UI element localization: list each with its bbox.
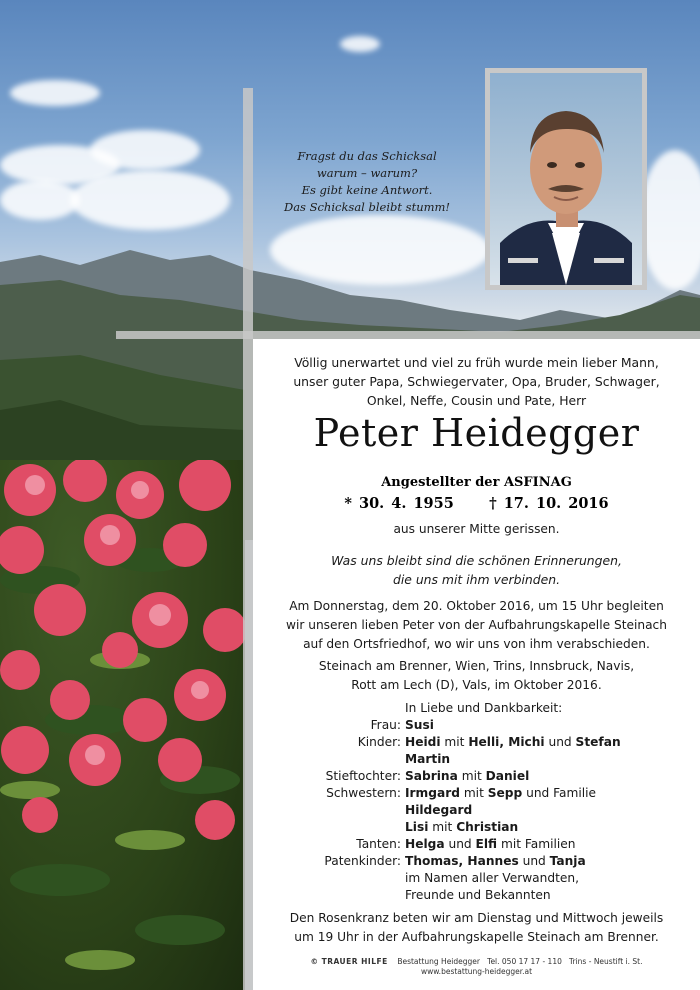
mourner-names: [405, 785, 700, 802]
mourners-heading: In Liebe und Dankbarkeit:: [405, 701, 563, 715]
taken-text: aus unserer Mitte gerissen.: [393, 522, 560, 536]
cross-horizontal-beam: [116, 331, 700, 339]
funeral-line: wir unseren lieben Peter von der Aufbahrungskapelle Steinach: [286, 618, 667, 632]
mourner-names: [405, 802, 700, 819]
portrait-illustration: [490, 73, 642, 285]
birth-date: * 30. 4. 1955: [344, 495, 454, 512]
funeral-line: Am Donnerstag, dem 20. Oktober 2016, um 15 Uhr begleiten: [289, 599, 664, 613]
cloud: [90, 130, 200, 170]
trauerhilfe-logo: © TRAUER HILFE: [310, 957, 388, 966]
poem-line: Es gibt keine Antwort.: [301, 183, 433, 197]
mourner-names: [405, 717, 700, 734]
intro-text: [253, 353, 700, 410]
flower-bush: [0, 460, 245, 990]
funeral-text: [253, 597, 700, 654]
mourner-connector: mit: [444, 735, 465, 749]
mourner-label: Kinder:: [357, 735, 401, 749]
intro-line: Onkel, Neffe, Cousin und Pate, Herr: [366, 393, 587, 408]
mourner-names: [405, 853, 700, 870]
mourner-label: [253, 870, 405, 887]
mourner-row: [253, 870, 700, 887]
mourner-name: Martin: [405, 752, 451, 766]
footer: [253, 957, 700, 977]
portrait-frame: [485, 68, 647, 290]
footer-line: [253, 957, 700, 967]
mourner-row: [253, 751, 700, 768]
mourner-name: Susi: [405, 718, 434, 732]
life-dates: [253, 495, 700, 512]
mourner-closing: Freunde und Bekannten: [405, 888, 551, 902]
mourner-name: Daniel: [485, 769, 530, 783]
places-line: Rott am Lech (D), Vals, im Oktober 2016.: [351, 678, 602, 692]
mourner-row: [253, 853, 700, 870]
mourner-label: Patenkinder:: [324, 854, 401, 868]
memory-line: Was uns bleibt sind die schönen Erinnerungen,: [331, 553, 622, 568]
mourner-row: [253, 734, 700, 751]
mourner-connector: und: [448, 837, 472, 851]
mourner-name: Thomas, Hannes: [405, 854, 519, 868]
mourner-label: [253, 887, 405, 904]
mourner-name: Stefan: [575, 735, 621, 749]
mourner-row: [253, 887, 700, 904]
mourner-connector: mit: [463, 786, 484, 800]
company-phone: Tel. 050 17 17 - 110: [487, 957, 562, 966]
company-location: Trins - Neustift i. St.: [569, 957, 643, 966]
cloud: [70, 170, 230, 230]
funeral-line: auf den Ortsfriedhof, wo wir uns von ihm verabschieden.: [303, 637, 650, 651]
mourner-names: [405, 734, 700, 751]
intro-line: Völlig unerwartet und viel zu früh wurde mein lieber Mann,: [294, 355, 659, 370]
mourner-name: Sepp: [487, 786, 523, 800]
mourner-closing: im Namen aller Verwandten,: [405, 871, 579, 885]
mourner-names: [405, 768, 700, 785]
mourner-label: [253, 751, 405, 768]
poem-line: Fragst du das Schicksal: [297, 149, 437, 163]
mourner-name: Heidi: [405, 735, 441, 749]
poem-line: Das Schicksal bleibt stumm!: [283, 200, 451, 214]
places-line: Steinach am Brenner, Wien, Trins, Innsbruck, Navis,: [318, 659, 635, 673]
memory-text: [253, 551, 700, 589]
mourner-name: Sabrina: [405, 769, 458, 783]
cloud: [0, 180, 80, 220]
intro-line: unser guter Papa, Schwiegervater, Opa, Bruder, Schwager,: [293, 374, 660, 389]
mourner-label: Tanten:: [356, 837, 401, 851]
mourner-name: Helli, Michi: [468, 735, 545, 749]
mourner-name: Elfi: [475, 837, 498, 851]
mourner-names: [405, 836, 700, 853]
mourner-connector: und Familie: [526, 786, 597, 800]
mourner-name: Hildegard: [405, 803, 473, 817]
mourner-names: [405, 819, 700, 836]
obituary-text-panel: [253, 339, 700, 990]
rosary-text: [253, 909, 700, 947]
mourner-connector: und: [548, 735, 572, 749]
mourner-label: [253, 802, 405, 819]
mourner-name: Lisi: [405, 820, 429, 834]
mourner-name: Helga: [405, 837, 445, 851]
mourner-row: [253, 819, 700, 836]
mourner-connector: und: [522, 854, 546, 868]
mourner-name: Irmgard: [405, 786, 460, 800]
mourner-connector: mit Familien: [500, 837, 576, 851]
deceased-name: Peter Heidegger: [313, 411, 640, 455]
mourner-label: [253, 819, 405, 836]
mourner-label: Frau:: [370, 718, 401, 732]
mourners-list: [253, 700, 700, 904]
rosary-line: um 19 Uhr in der Aufbahrungskapelle Steinach am Brenner.: [294, 930, 659, 944]
funeral-company: Bestattung Heidegger: [397, 957, 480, 966]
memory-line: die uns mit ihm verbinden.: [392, 572, 561, 587]
death-date: † 17. 10. 2016: [489, 495, 609, 512]
mourner-name: Christian: [456, 820, 519, 834]
company-url[interactable]: www.bestattung-heidegger.at: [420, 967, 533, 976]
mourner-row: [253, 802, 700, 819]
cloud: [340, 36, 380, 52]
cloud: [10, 80, 100, 106]
mourner-row: [253, 768, 700, 785]
cross-vertical-beam: [243, 88, 253, 990]
mourner-label: Schwestern:: [326, 786, 401, 800]
mourner-row: [253, 717, 700, 734]
portrait-photo: [490, 73, 642, 285]
deceased-job: Angestellter der ASFINAG: [381, 475, 572, 490]
mourner-names: [405, 751, 700, 768]
mourner-connector: mit: [461, 769, 482, 783]
mourner-name: Tanja: [549, 854, 586, 868]
mourner-row: [253, 836, 700, 853]
poem-line: warum – warum?: [316, 166, 418, 180]
places-text: [253, 657, 700, 695]
mourner-connector: mit: [432, 820, 453, 834]
rosary-line: Den Rosenkranz beten wir am Dienstag und Mittwoch jeweils: [289, 911, 664, 925]
rhododendron-flowers-image: [0, 460, 245, 990]
poem: [262, 148, 472, 216]
mourner-row: [253, 785, 700, 802]
mourner-label: Stieftochter:: [325, 769, 401, 783]
